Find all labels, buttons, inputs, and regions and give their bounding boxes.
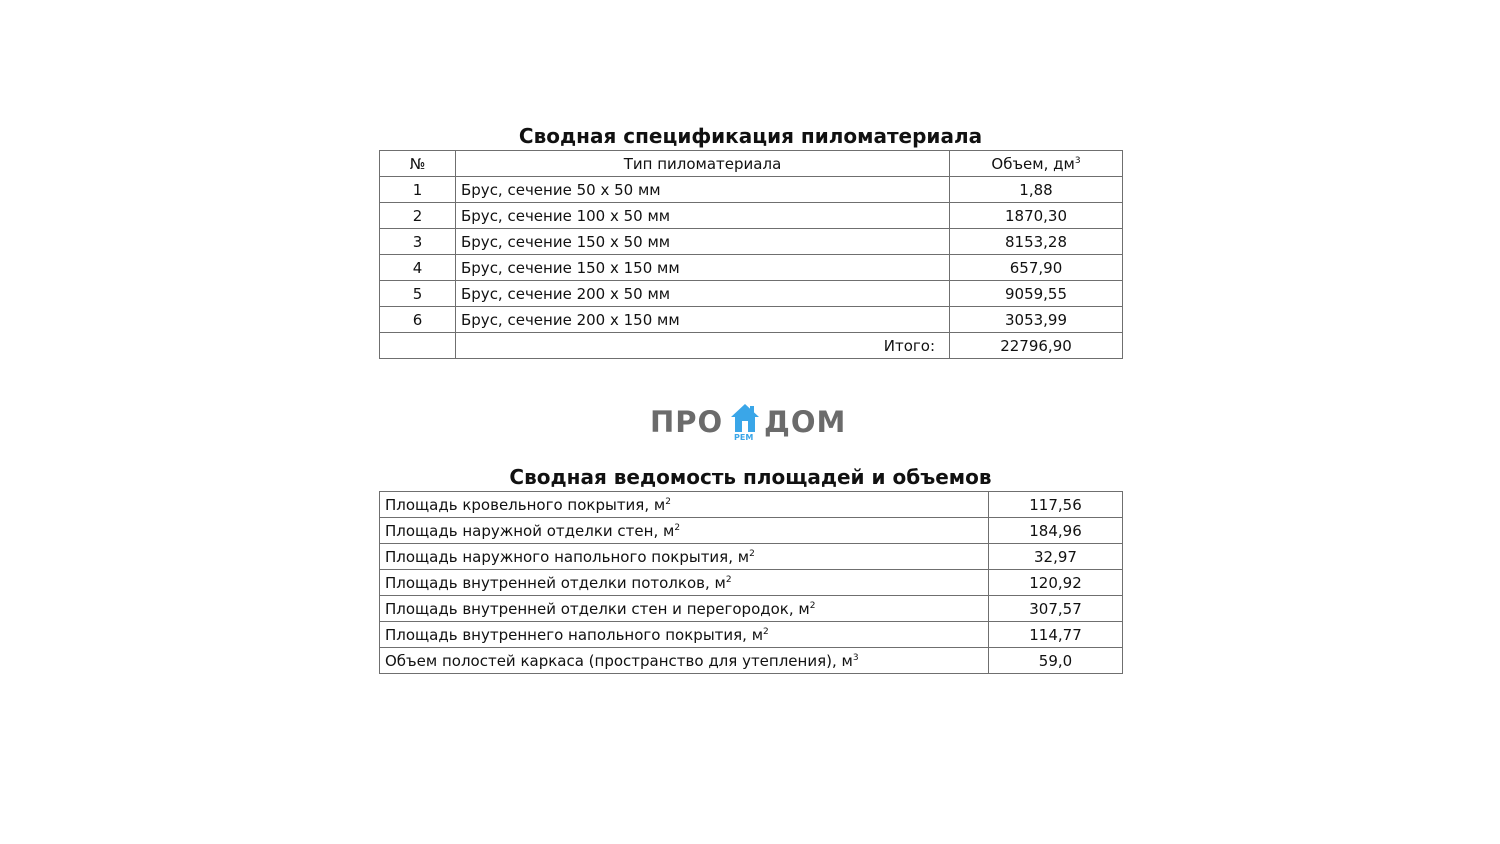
table-row [380, 203, 1123, 229]
column-header-volume-unit-sup: 3 [1074, 155, 1081, 166]
row-volume: 1,88 [950, 177, 1123, 203]
unit-sup: 2 [749, 548, 755, 559]
table-row [380, 518, 1123, 544]
logo-text-right: ДОМ [764, 405, 847, 439]
row-value: 32,97 [989, 544, 1123, 570]
table-row [380, 177, 1123, 203]
row-label-text: Площадь кровельного покрытия, м [385, 495, 666, 514]
row-type: Брус, сечение 150 х 50 мм [456, 229, 950, 255]
row-type: Брус, сечение 200 х 150 мм [456, 307, 950, 333]
row-label [380, 596, 989, 622]
unit-sup: 2 [725, 574, 732, 585]
row-label-text: Площадь внутренней отделки потолков, м [385, 573, 726, 592]
total-value: 22796,90 [950, 333, 1123, 359]
summary-table-title: Сводная ведомость площадей и объемов [509, 465, 992, 489]
row-num: 2 [380, 203, 456, 229]
table-header-row [380, 151, 1123, 177]
row-value: 117,56 [989, 492, 1123, 518]
table-row [380, 492, 1123, 518]
row-label-text: Площадь наружной отделки стен, м [385, 521, 675, 540]
row-volume: 657,90 [950, 255, 1123, 281]
table-row [380, 544, 1123, 570]
row-label [380, 570, 989, 596]
row-label [380, 518, 989, 544]
row-volume: 1870,30 [950, 203, 1123, 229]
unit-sup: 2 [763, 626, 769, 637]
column-header-num: № [380, 151, 456, 177]
row-value: 307,57 [989, 596, 1123, 622]
table-row [380, 255, 1123, 281]
row-num: 4 [380, 255, 456, 281]
pro-dom-logo [650, 402, 850, 444]
lumber-spec-table [379, 150, 1123, 359]
row-value: 120,92 [989, 570, 1123, 596]
table-row [380, 229, 1123, 255]
spec-table-title: Сводная спецификация пиломатериала [518, 124, 983, 148]
logo-subtext: РЕМ [734, 433, 754, 442]
areas-volumes-table [379, 491, 1123, 674]
logo-text-left: ПРО [650, 405, 724, 439]
row-type: Брус, сечение 50 х 50 мм [456, 177, 950, 203]
total-row [380, 333, 1123, 359]
row-num: 5 [380, 281, 456, 307]
total-row-empty-cell [380, 333, 456, 359]
row-label [380, 544, 989, 570]
column-header-volume [950, 151, 1123, 177]
row-label [380, 648, 989, 674]
house-icon [729, 402, 761, 434]
row-volume: 3053,99 [950, 307, 1123, 333]
row-label-text: Площадь внутренней отделки стен и перегородок, м [385, 599, 810, 618]
table-row [380, 622, 1123, 648]
row-label-text: Площадь наружного напольного покрытия, м [385, 547, 750, 566]
row-label-text: Площадь внутреннего напольного покрытия, м [385, 625, 764, 644]
total-label: Итого: [456, 333, 950, 359]
row-value: 184,96 [989, 518, 1123, 544]
row-value: 114,77 [989, 622, 1123, 648]
column-header-type: Тип пиломатериала [456, 151, 950, 177]
row-volume: 9059,55 [950, 281, 1123, 307]
row-num: 3 [380, 229, 456, 255]
table-row [380, 307, 1123, 333]
row-type: Брус, сечение 150 х 150 мм [456, 255, 950, 281]
table-row [380, 596, 1123, 622]
row-label-text: Объем полостей каркаса (пространство для утепления), м [385, 651, 853, 670]
table-row [380, 648, 1123, 674]
row-type: Брус, сечение 200 х 50 мм [456, 281, 950, 307]
row-value: 59,0 [989, 648, 1123, 674]
row-label [380, 622, 989, 648]
unit-sup: 2 [674, 522, 681, 533]
row-volume: 8153,28 [950, 229, 1123, 255]
row-num: 1 [380, 177, 456, 203]
unit-sup: 3 [852, 652, 859, 663]
unit-sup: 2 [809, 600, 816, 611]
row-num: 6 [380, 307, 456, 333]
column-header-volume-label: Объем, дм [991, 154, 1075, 173]
unit-sup: 2 [665, 496, 671, 507]
table-row [380, 570, 1123, 596]
row-type: Брус, сечение 100 х 50 мм [456, 203, 950, 229]
table-row [380, 281, 1123, 307]
row-label [380, 492, 989, 518]
